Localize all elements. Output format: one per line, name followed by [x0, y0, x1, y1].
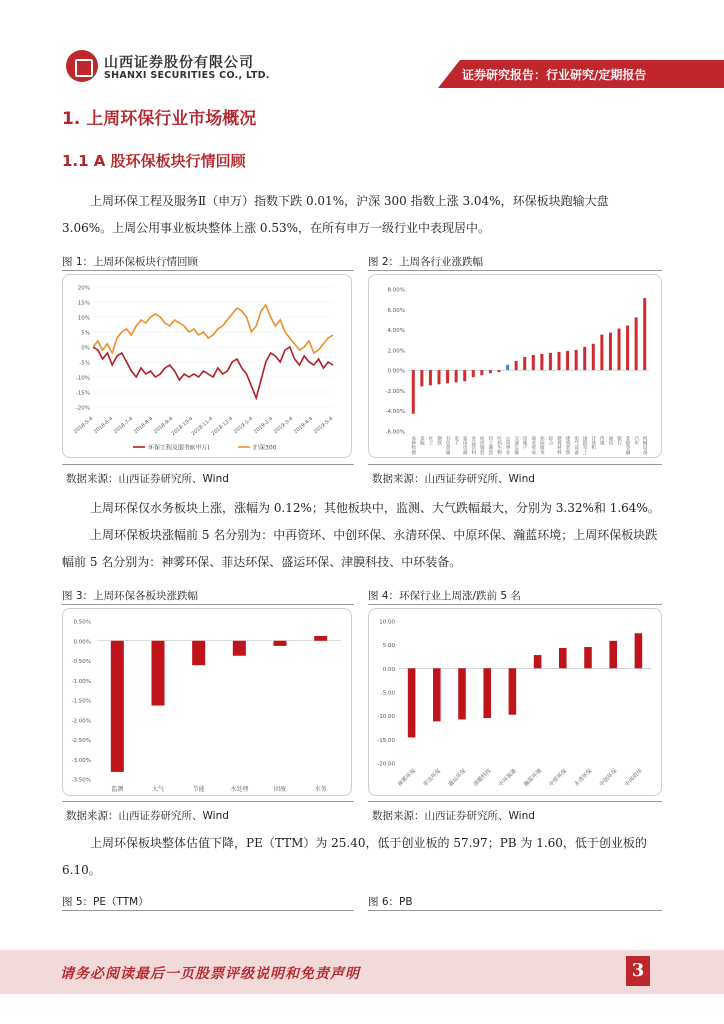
x-tick-label: 建筑装饰	[565, 436, 571, 455]
bar	[233, 641, 246, 656]
bar	[111, 641, 124, 772]
y-tick-label: -6.00%	[385, 429, 405, 436]
bar	[532, 355, 535, 370]
y-tick-label: 6.00%	[387, 307, 405, 314]
bar	[515, 361, 518, 370]
x-tick-label: 钢铁	[436, 436, 442, 446]
y-tick-label: -5%	[79, 360, 90, 367]
y-tick-label: -3.00%	[71, 757, 91, 764]
bar	[151, 641, 164, 706]
legend-label-1: 环保工程及服务Ⅱ(申万)	[148, 444, 210, 452]
x-tick-label: 固废	[273, 786, 287, 793]
bar	[566, 351, 569, 370]
x-tick-label: 传媒	[599, 436, 605, 446]
x-tick-label: 神雾环保	[397, 768, 418, 788]
figure-2-title-rule	[368, 270, 662, 271]
y-tick-label: -1.00%	[71, 678, 91, 685]
paragraph-1: 上周环保工程及服务Ⅱ（申万）指数下跌 0.01%，沪深 300 指数上涨 3.04%，环保板块跑输大盘 3.06%。上周公用事业板块整体上涨 0.53%，在所有申万一级行业中表现居中。	[62, 194, 609, 235]
figure-2-bar-chart	[369, 275, 662, 458]
figure-3-source-rule	[62, 801, 354, 802]
paragraph-3: 上周环保板块涨幅前 5 名分别为：中再资环、中创环保、永清环保、中原环保、瀚蓝环境；上周环保板块跌幅前 5 名分别为：神雾环保、菲达环保、盛运环保、津膜科技、中环装备。	[62, 528, 658, 569]
x-tick-label: 2018-6-4	[93, 415, 115, 436]
bar	[458, 668, 466, 719]
x-tick-label: 医药生物	[496, 436, 502, 455]
bar	[549, 353, 552, 370]
footer-disclaimer: 请务必阅读最后一页股票评级说明和免责声明	[60, 966, 360, 982]
company-name-cn: 山西证券股份有限公司	[104, 55, 254, 71]
x-tick-label: 休闲服务	[539, 436, 545, 455]
bar	[635, 633, 643, 668]
y-tick-label: -10.00	[377, 714, 395, 721]
figure-4-title-rule	[368, 604, 662, 605]
x-tick-label: 瀚蓝环境	[523, 768, 544, 788]
bar	[483, 668, 491, 718]
x-tick-label: 2018-10-4	[170, 415, 195, 438]
x-tick-label: 2019-3-4	[273, 415, 295, 436]
page-number: 3	[626, 956, 650, 986]
x-tick-label: 节能	[192, 786, 205, 793]
bar	[575, 350, 578, 370]
x-tick-label: 房地产	[522, 436, 528, 450]
figure-4-source: 数据来源：山西证券研究所、Wind	[372, 810, 535, 822]
section-1-title: 1. 上周环保行业市场概况	[62, 109, 257, 129]
x-tick-label: 2018-12-4	[210, 415, 235, 438]
figure-1-title: 图 1：上周环保板块行情回顾	[62, 256, 199, 268]
company-name-en: SHANXI SECURITIES CO., LTD.	[104, 70, 270, 81]
x-tick-label: 家用电器	[462, 436, 468, 455]
bar	[558, 352, 561, 370]
figure-3-chart-frame	[62, 608, 352, 796]
bar	[314, 636, 327, 641]
y-tick-label: 0.50%	[73, 619, 91, 626]
bar	[273, 641, 286, 646]
x-tick-label: 监测	[111, 786, 124, 793]
figure-1-title-rule	[62, 270, 354, 271]
x-tick-label: 盛运环保	[447, 768, 468, 788]
figure-5-title-rule	[62, 910, 354, 911]
x-tick-label: 中再资环	[624, 768, 644, 788]
x-tick-label: 公用事业	[505, 436, 511, 455]
y-tick-label: 2.00%	[387, 348, 405, 355]
bar	[420, 370, 423, 386]
paragraph-4: 上周环保板块整体估值下降，PE（TTM）为 25.40，低于创业板的 57.97；PB 为 1.60，低于创业板的 6.10。	[62, 836, 647, 877]
x-tick-label: 综合	[547, 436, 553, 446]
x-tick-label: 电子	[453, 436, 459, 446]
figure-1-source-rule	[62, 464, 354, 465]
bar	[412, 370, 415, 414]
x-tick-label: 食品饮料	[470, 436, 476, 455]
y-tick-label: -2.50%	[71, 738, 91, 744]
y-tick-label: 0.00	[382, 666, 395, 673]
x-tick-label: 电气设备	[573, 436, 579, 455]
bar	[463, 370, 466, 381]
bar	[635, 317, 638, 370]
x-tick-label: 2019-5-4	[313, 415, 335, 436]
figure-4-chart-frame	[368, 608, 662, 796]
x-tick-label: 中创环保	[598, 768, 619, 788]
bar	[489, 370, 492, 373]
x-tick-label: 非银金融	[625, 436, 631, 455]
y-tick-label: 0.00%	[387, 368, 405, 375]
x-tick-label: 中原环保	[548, 768, 569, 788]
x-tick-label: 津膜科技	[472, 768, 493, 788]
y-tick-label: -2.00%	[385, 388, 405, 395]
bar	[438, 370, 441, 384]
figure-3-source: 数据来源：山西证券研究所、Wind	[66, 810, 229, 822]
y-tick-label: -20.00	[377, 761, 395, 768]
figure-4-bar-chart	[369, 609, 662, 796]
series-line-2	[93, 305, 333, 353]
bar	[600, 335, 603, 371]
y-tick-label: 20%	[77, 285, 90, 292]
figure-2-source: 数据来源：山西证券研究所、Wind	[372, 473, 535, 485]
x-tick-label: 银行	[616, 436, 622, 446]
bar	[446, 370, 449, 383]
bar	[626, 326, 629, 371]
figure-2-chart-frame	[368, 274, 662, 458]
bar	[534, 655, 542, 668]
x-tick-label: 建筑材料	[556, 436, 562, 455]
x-tick-label: 国防军工	[582, 436, 588, 455]
page-header	[0, 0, 724, 90]
x-tick-label: 轻工制造	[487, 436, 493, 455]
x-tick-label: 农林牧渔	[410, 436, 416, 455]
y-tick-label: -1.50%	[71, 698, 91, 705]
bar	[498, 370, 501, 372]
x-tick-label: 菲达环保	[422, 768, 443, 788]
x-tick-label: 机械设备	[642, 436, 648, 455]
figure-1-chart-frame	[62, 274, 352, 458]
x-tick-label: 2018-7-4	[113, 415, 135, 436]
figure-4-title: 图 4：环保行业上周涨/跌前 5 名	[368, 590, 521, 602]
figure-2-title: 图 2：上周各行业涨跌幅	[368, 256, 484, 268]
x-tick-label: 2018-9-4	[153, 415, 175, 436]
x-tick-label: 纺织服装	[479, 436, 485, 455]
y-tick-label: 10.00	[379, 619, 395, 626]
y-tick-label: 10%	[77, 315, 90, 322]
y-tick-label: -3.50%	[71, 777, 91, 784]
bar	[592, 344, 595, 370]
y-tick-label: -5.00	[380, 690, 395, 697]
bar	[559, 648, 567, 668]
bar	[408, 668, 416, 737]
y-tick-label: -20%	[75, 405, 90, 412]
bar	[506, 365, 509, 370]
y-tick-label: 0%	[81, 345, 90, 352]
x-tick-label: 大气	[151, 786, 165, 793]
figure-3-title-rule	[62, 604, 354, 605]
y-tick-label: 15%	[77, 300, 90, 307]
x-tick-label: 2018-11-4	[190, 415, 215, 438]
y-tick-label: 4.00%	[387, 328, 405, 335]
x-tick-label: 化工	[427, 436, 433, 446]
bar	[609, 641, 617, 668]
x-tick-label: 水处理	[230, 786, 249, 793]
x-tick-label: 交通运输	[513, 436, 519, 455]
x-tick-label: 2019-4-4	[293, 415, 315, 436]
y-tick-label: -15.00	[377, 737, 395, 744]
x-tick-label: 水务	[314, 786, 327, 793]
y-tick-label: -4.00%	[385, 409, 405, 416]
section-1-1-title: 1.1 A 股环保板块行情回顾	[62, 152, 246, 170]
report-type-label: 证券研究报告：行业研究/定期报告	[462, 68, 647, 82]
bar	[433, 668, 441, 721]
figure-6-title: 图 6：PB	[368, 896, 413, 908]
y-tick-label: -15%	[75, 390, 90, 397]
x-tick-label: 采掘	[419, 436, 425, 446]
y-tick-label: -2.00%	[71, 718, 91, 725]
figure-3-title: 图 3：上周环保各板块涨跌幅	[62, 590, 199, 602]
bar	[583, 347, 586, 370]
bar	[584, 647, 592, 668]
x-tick-label: 汽车	[633, 436, 639, 446]
figure-2-source-rule	[368, 464, 662, 465]
series-line-1	[93, 347, 333, 398]
figure-5-title: 图 5：PE（TTM）	[62, 896, 149, 908]
x-tick-label: 2018-5-4	[73, 415, 95, 436]
y-tick-label: 0.00%	[73, 639, 91, 646]
bar	[523, 357, 526, 370]
bar	[472, 370, 475, 377]
bar	[618, 329, 621, 371]
paragraph-2: 上周环保仅水务板块上涨，涨幅为 0.12%；其他板块中，监测、大气跌幅最大，分别为 3.32%和 1.64%。	[90, 501, 660, 515]
x-tick-label: 中环装备	[498, 768, 518, 788]
x-tick-label: 计算机	[590, 436, 596, 450]
x-tick-label: 2018-8-4	[133, 415, 155, 436]
y-tick-label: -10%	[75, 375, 90, 382]
bar	[455, 370, 458, 382]
y-tick-label: 5%	[81, 330, 90, 337]
legend-label-2: 沪深300	[253, 444, 277, 452]
figure-6-title-rule	[368, 910, 662, 911]
bar	[643, 298, 646, 370]
figure-3-bar-chart	[63, 609, 352, 796]
figure-4-source-rule	[368, 801, 662, 802]
x-tick-label: 2019-1-4	[233, 415, 255, 436]
y-tick-label: 8.00%	[387, 287, 405, 294]
x-tick-label: 有色金属	[445, 436, 451, 455]
x-tick-label: 商业贸易	[530, 436, 536, 455]
bar	[480, 370, 483, 375]
bar	[192, 641, 205, 665]
bar	[429, 370, 432, 385]
figure-1-line-chart	[63, 275, 352, 458]
y-tick-label: -0.50%	[71, 659, 91, 665]
x-tick-label: 通信	[607, 436, 613, 446]
x-tick-label: 2019-2-4	[253, 415, 275, 436]
figure-1-source: 数据来源：山西证券研究所、Wind	[66, 473, 229, 485]
company-logo-icon	[66, 50, 98, 82]
bar	[540, 354, 543, 370]
bar	[509, 668, 517, 714]
y-tick-label: 5.00	[382, 643, 395, 650]
bar	[609, 333, 612, 371]
x-tick-label: 永清环保	[573, 768, 594, 788]
